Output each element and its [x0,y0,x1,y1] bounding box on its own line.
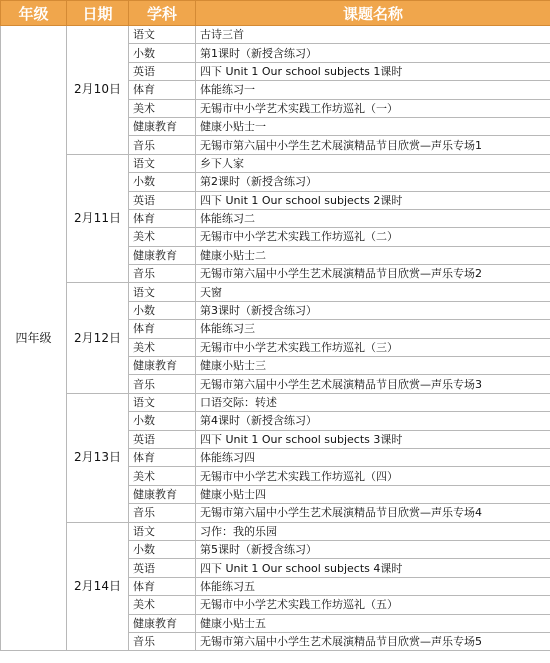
subject-cell: 英语 [129,559,196,577]
topic-cell: 第4课时（新授含练习） [196,412,550,430]
subject-cell: 音乐 [129,632,196,650]
topic-cell: 乡下人家 [196,154,550,172]
topic-cell: 体能练习三 [196,320,550,338]
topic-cell: 天窗 [196,283,550,301]
topic-cell: 四下 Unit 1 Our school subjects 3课时 [196,430,550,448]
topic-cell: 四下 Unit 1 Our school subjects 1课时 [196,62,550,80]
table-header [1,1,550,26]
subject-cell: 音乐 [129,375,196,393]
topic-cell: 无锡市第六届中小学生艺术展演精品节目欣赏—声乐专场2 [196,265,550,283]
topic-cell: 无锡市中小学艺术实践工作坊巡礼（三） [196,338,550,356]
subject-cell: 语文 [129,283,196,301]
subject-cell: 美术 [129,338,196,356]
subject-cell: 健康教育 [129,485,196,503]
table-row [1,154,550,172]
subject-cell: 美术 [129,228,196,246]
subject-cell: 音乐 [129,504,196,522]
subject-cell: 音乐 [129,136,196,154]
topic-cell: 体能练习四 [196,448,550,466]
date-cell: 2月14日 [67,522,129,651]
topic-cell: 无锡市中小学艺术实践工作坊巡礼（一） [196,99,550,117]
header-subject: 学科 [129,1,196,26]
subject-cell: 美术 [129,99,196,117]
topic-cell: 第3课时（新授含练习） [196,301,550,319]
topic-cell: 习作：我的乐园 [196,522,550,540]
subject-cell: 英语 [129,62,196,80]
subject-cell: 体育 [129,209,196,227]
topic-cell: 健康小贴士三 [196,357,550,375]
topic-cell: 健康小贴士二 [196,246,550,264]
topic-cell: 无锡市第六届中小学生艺术展演精品节目欣赏—声乐专场3 [196,375,550,393]
topic-cell: 体能练习一 [196,81,550,99]
topic-cell: 体能练习五 [196,577,550,595]
table-body [1,26,550,651]
subject-cell: 美术 [129,596,196,614]
date-cell: 2月13日 [67,393,129,522]
subject-cell: 语文 [129,393,196,411]
subject-cell: 健康教育 [129,117,196,135]
subject-cell: 音乐 [129,265,196,283]
subject-cell: 健康教育 [129,357,196,375]
subject-cell: 美术 [129,467,196,485]
subject-cell: 英语 [129,191,196,209]
header-grade: 年级 [1,1,67,26]
subject-cell: 体育 [129,448,196,466]
subject-cell: 小数 [129,540,196,558]
topic-cell: 四下 Unit 1 Our school subjects 2课时 [196,191,550,209]
topic-cell: 古诗三首 [196,26,550,44]
date-cell: 2月12日 [67,283,129,393]
topic-cell: 健康小贴士四 [196,485,550,503]
topic-cell: 第5课时（新授含练习） [196,540,550,558]
subject-cell: 语文 [129,26,196,44]
topic-cell: 四下 Unit 1 Our school subjects 4课时 [196,559,550,577]
topic-cell: 无锡市第六届中小学生艺术展演精品节目欣赏—声乐专场4 [196,504,550,522]
table-row [1,522,550,540]
table-row [1,283,550,301]
subject-cell: 语文 [129,154,196,172]
grade-cell: 四年级 [1,26,67,651]
topic-cell: 无锡市第六届中小学生艺术展演精品节目欣赏—声乐专场1 [196,136,550,154]
topic-cell: 无锡市中小学艺术实践工作坊巡礼（五） [196,596,550,614]
subject-cell: 小数 [129,412,196,430]
date-cell: 2月10日 [67,26,129,155]
topic-cell: 无锡市第六届中小学生艺术展演精品节目欣赏—声乐专场5 [196,632,550,650]
date-cell: 2月11日 [67,154,129,283]
topic-cell: 口语交际：转述 [196,393,550,411]
topic-cell: 第1课时（新授含练习） [196,44,550,62]
topic-cell: 无锡市中小学艺术实践工作坊巡礼（四） [196,467,550,485]
subject-cell: 体育 [129,577,196,595]
header-topic: 课题名称 [196,1,550,26]
table-row [1,26,550,44]
topic-cell: 第2课时（新授含练习） [196,173,550,191]
subject-cell: 体育 [129,320,196,338]
table-row [1,393,550,411]
subject-cell: 小数 [129,301,196,319]
subject-cell: 体育 [129,81,196,99]
subject-cell: 英语 [129,430,196,448]
subject-cell: 小数 [129,173,196,191]
topic-cell: 健康小贴士五 [196,614,550,632]
topic-cell: 无锡市中小学艺术实践工作坊巡礼（二） [196,228,550,246]
header-row [1,1,550,26]
subject-cell: 语文 [129,522,196,540]
header-date: 日期 [67,1,129,26]
subject-cell: 小数 [129,44,196,62]
subject-cell: 健康教育 [129,246,196,264]
subject-cell: 健康教育 [129,614,196,632]
topic-cell: 体能练习二 [196,209,550,227]
topic-cell: 健康小贴士一 [196,117,550,135]
